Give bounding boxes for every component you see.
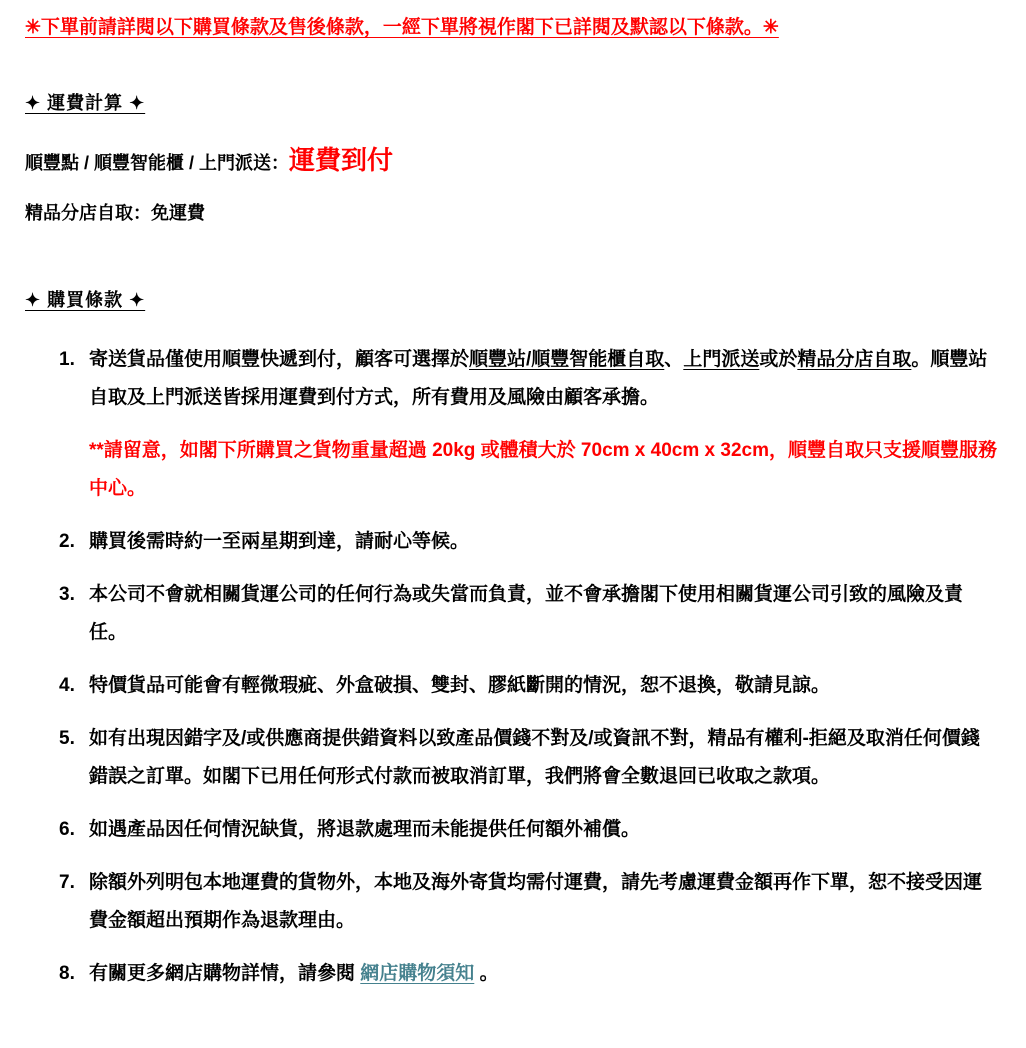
online-shopping-guide-link[interactable]: 網店購物須知 (360, 963, 475, 984)
term8-post-text: 。 (474, 963, 499, 984)
term-number-2: 2. (59, 531, 75, 552)
term-number-3: 3. (59, 584, 75, 605)
shipping-methods-line (25, 142, 1002, 181)
term-number-8: 8. (59, 963, 75, 984)
shipping-fee-value: 運費到付 (289, 145, 394, 175)
term-number-7: 7. (59, 872, 75, 893)
term1-seg-home-delivery: 上門派送 (683, 349, 760, 370)
term-number-6: 6. (59, 819, 75, 840)
shipping-methods-label: 順豐點 / 順豐智能櫃 / 上門派送： (25, 153, 290, 173)
term8-pre-text: 有關更多網店購物詳情，請參閱 (89, 963, 361, 984)
term-item-3 (25, 576, 1002, 652)
purchase-terms-title: ✦ 購買條款 ✦ (25, 290, 146, 310)
term-text-7: 除額外列明包本地運費的貨物外，本地及海外寄貨均需付運費，請先考慮運費金額再作下單，恕不接受因運費金額超出預期作為退款理由。 (89, 872, 983, 931)
weight-size-limit-note: **請留意，如閣下所購買之貨物重量超過 20kg 或體積大於 70cm x 40cm x 32cm，順豐自取只支援順豐服務中心。 (89, 440, 997, 499)
term-number-1: 1. (59, 349, 75, 370)
pre-order-notice: ✳下單前請詳閱以下購買條款及售後條款，一經下單將視作閣下已詳閱及默認以下條款。✳ (25, 17, 779, 38)
term-item-4 (25, 667, 1002, 705)
term-text-6: 如遇產品因任何情況缺貨，將退款處理而未能提供任何額外補償。 (89, 819, 641, 840)
term1-seg-comma: 、 (664, 349, 684, 370)
term-item-6 (25, 811, 1002, 849)
store-pickup-line: 精品分店自取：免運費 (25, 203, 205, 223)
term1-seg-or: 或於 (759, 349, 798, 370)
term1-seg-sf-pickup: 順豐站/順豐智能櫃自取 (469, 349, 665, 370)
term-text-1 (89, 341, 1002, 417)
term1-seg-tail: 。順豐站自取及上門派送皆採用運費到付方式，所有費用及風險由顧客承擔。 (89, 349, 988, 408)
term-number-5: 5. (59, 728, 75, 749)
term-item-7 (25, 864, 1002, 940)
term-item-1 (25, 341, 1002, 417)
term1-seg-store-pickup: 精品分店自取 (797, 349, 912, 370)
term-text-8 (89, 955, 1002, 993)
term-text-4: 特價貨品可能會有輕微瑕疵、外盒破損、雙封、膠紙斷開的情況，恕不退換，敬請見諒。 (89, 675, 831, 696)
term-text-2: 購買後需時約一至兩星期到達，請耐心等候。 (89, 531, 470, 552)
terms-list (25, 341, 1002, 993)
term-item-2 (25, 523, 1002, 561)
shipping-section-title: ✦ 運費計算 ✦ (25, 93, 146, 113)
term-item-8 (25, 955, 1002, 993)
term1-seg-plain: 寄送貨品僅使用順豐快遞到付，顧客可選擇於 (89, 349, 470, 370)
term-text-5: 如有出現因錯字及/或供應商提供錯資料以致產品價錢不對及/或資訊不對，精品有權利-拒絕及取消任何價錢錯誤之訂單。如閣下已用任何形式付款而被取消訂單，我們將會全數退回已收取之款項。 (89, 728, 980, 787)
term-item-5 (25, 720, 1002, 796)
term-text-3: 本公司不會就相關貨運公司的任何行為或失當而負責，並不會承擔閣下使用相關貨運公司引致的風險及責任。 (89, 584, 964, 643)
term-number-4: 4. (59, 675, 75, 696)
